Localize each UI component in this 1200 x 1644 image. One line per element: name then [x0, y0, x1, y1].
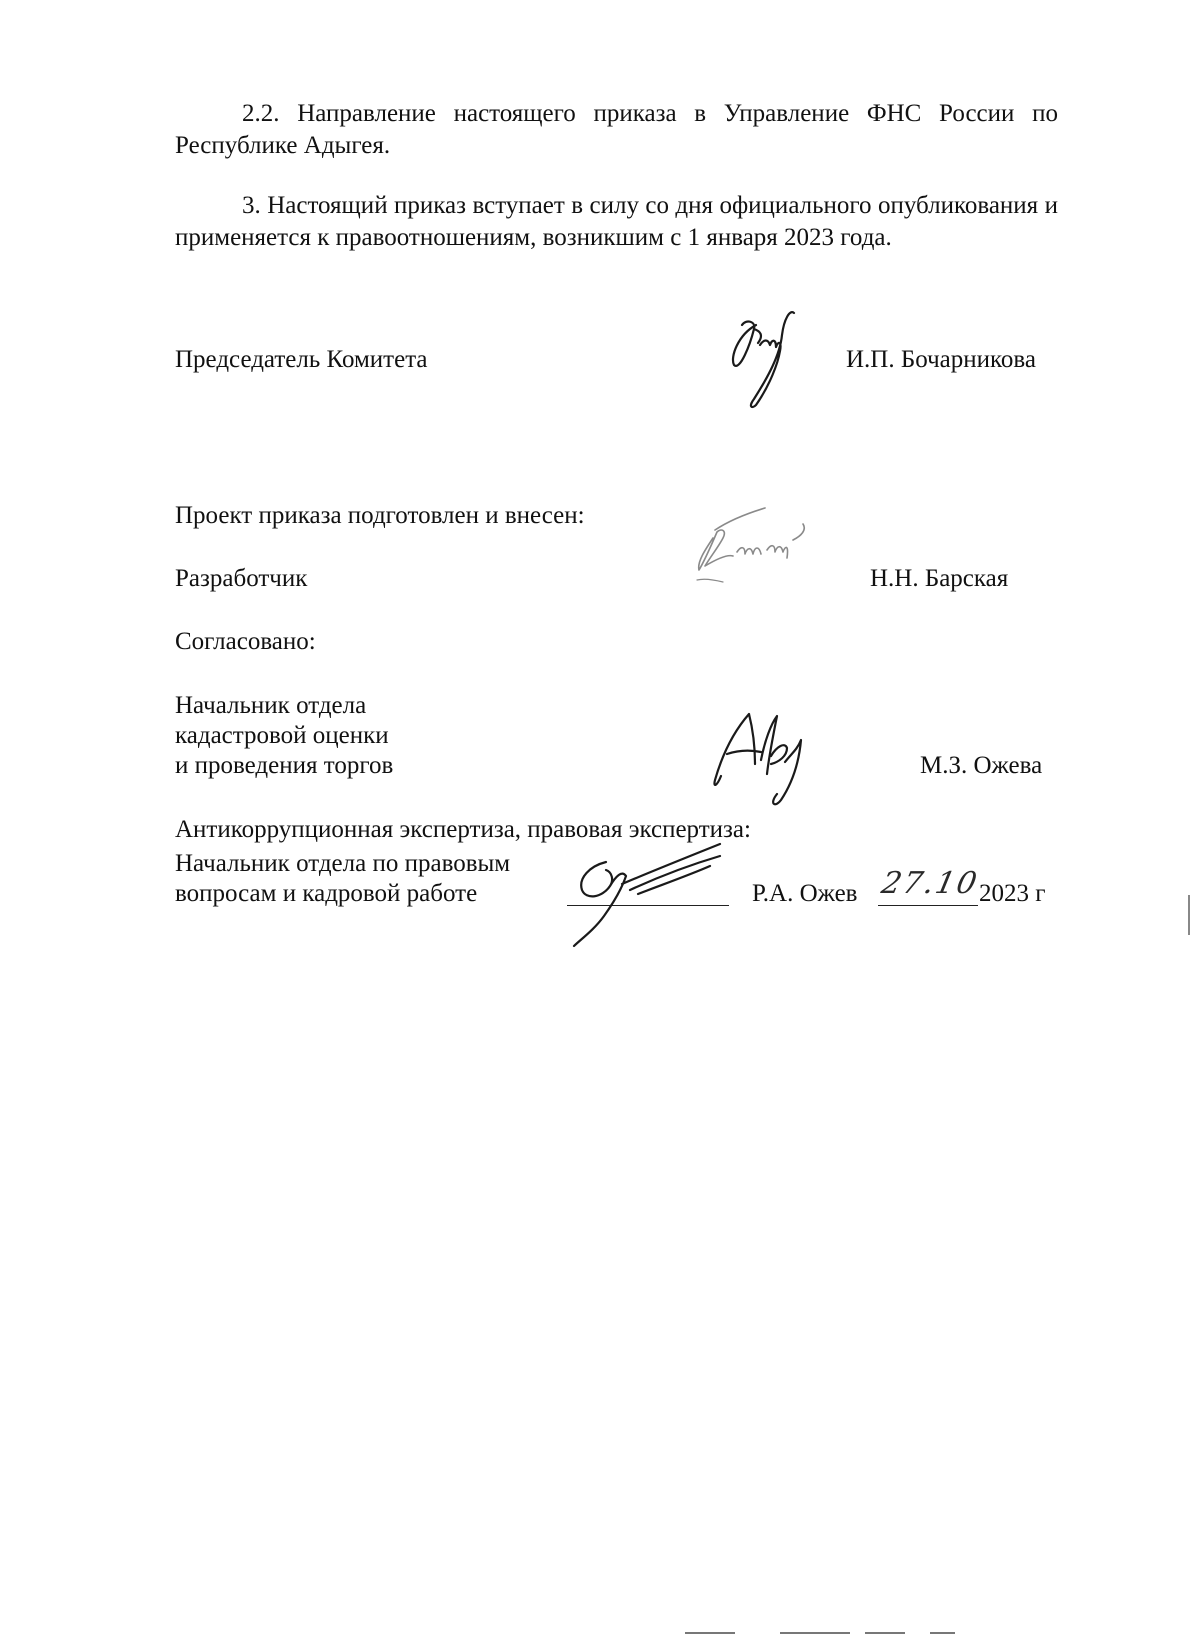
legal-head-name: Р.А. Ожев: [752, 880, 858, 907]
date-underline: [878, 905, 978, 906]
handwritten-date: 27.10: [878, 866, 982, 901]
chairman-signature: [720, 305, 840, 415]
scan-mark: [685, 1632, 735, 1634]
developer-title: Разработчик: [175, 565, 308, 592]
cadastral-head-signature: [705, 700, 825, 820]
year-suffix: 2023 г: [979, 880, 1046, 907]
chairman-title: Председатель Комитета: [175, 346, 428, 373]
legal-head-title-line-2: вопросам и кадровой работе: [175, 880, 478, 907]
chairman-name: И.П. Бочарникова: [846, 346, 1036, 373]
developer-signature: [675, 500, 835, 600]
cadastral-head-title-line-3: и проведения торгов: [175, 752, 394, 779]
scan-mark: [780, 1632, 850, 1634]
cadastral-head-title-line-1: Начальник отдела: [175, 692, 367, 719]
expertise-heading: Антикоррупционная экспертиза, правовая экспертиза:: [175, 816, 751, 843]
agreed-heading: Согласовано:: [175, 628, 316, 655]
paragraph-2-2: 2.2. Направление настоящего приказа в Управление ФНС России по Республике Адыгея.: [175, 100, 1058, 159]
legal-head-title-line-1: Начальник отдела по правовым: [175, 850, 511, 877]
scan-mark: [1188, 895, 1190, 935]
developer-name: Н.Н. Барская: [870, 565, 1009, 592]
scan-mark: [865, 1632, 905, 1634]
paragraph-3: 3. Настоящий приказ вступает в силу со дня официального опубликования и применяется к правоотношениям, возникшим с 1 января 2023 года.: [175, 192, 1058, 251]
legal-head-signature: [560, 840, 740, 950]
scan-mark: [930, 1632, 955, 1634]
cadastral-head-title-line-2: кадастровой оценки: [175, 722, 389, 749]
prepared-heading: Проект приказа подготовлен и внесен:: [175, 502, 585, 529]
cadastral-head-name: М.З. Ожева: [920, 752, 1043, 779]
